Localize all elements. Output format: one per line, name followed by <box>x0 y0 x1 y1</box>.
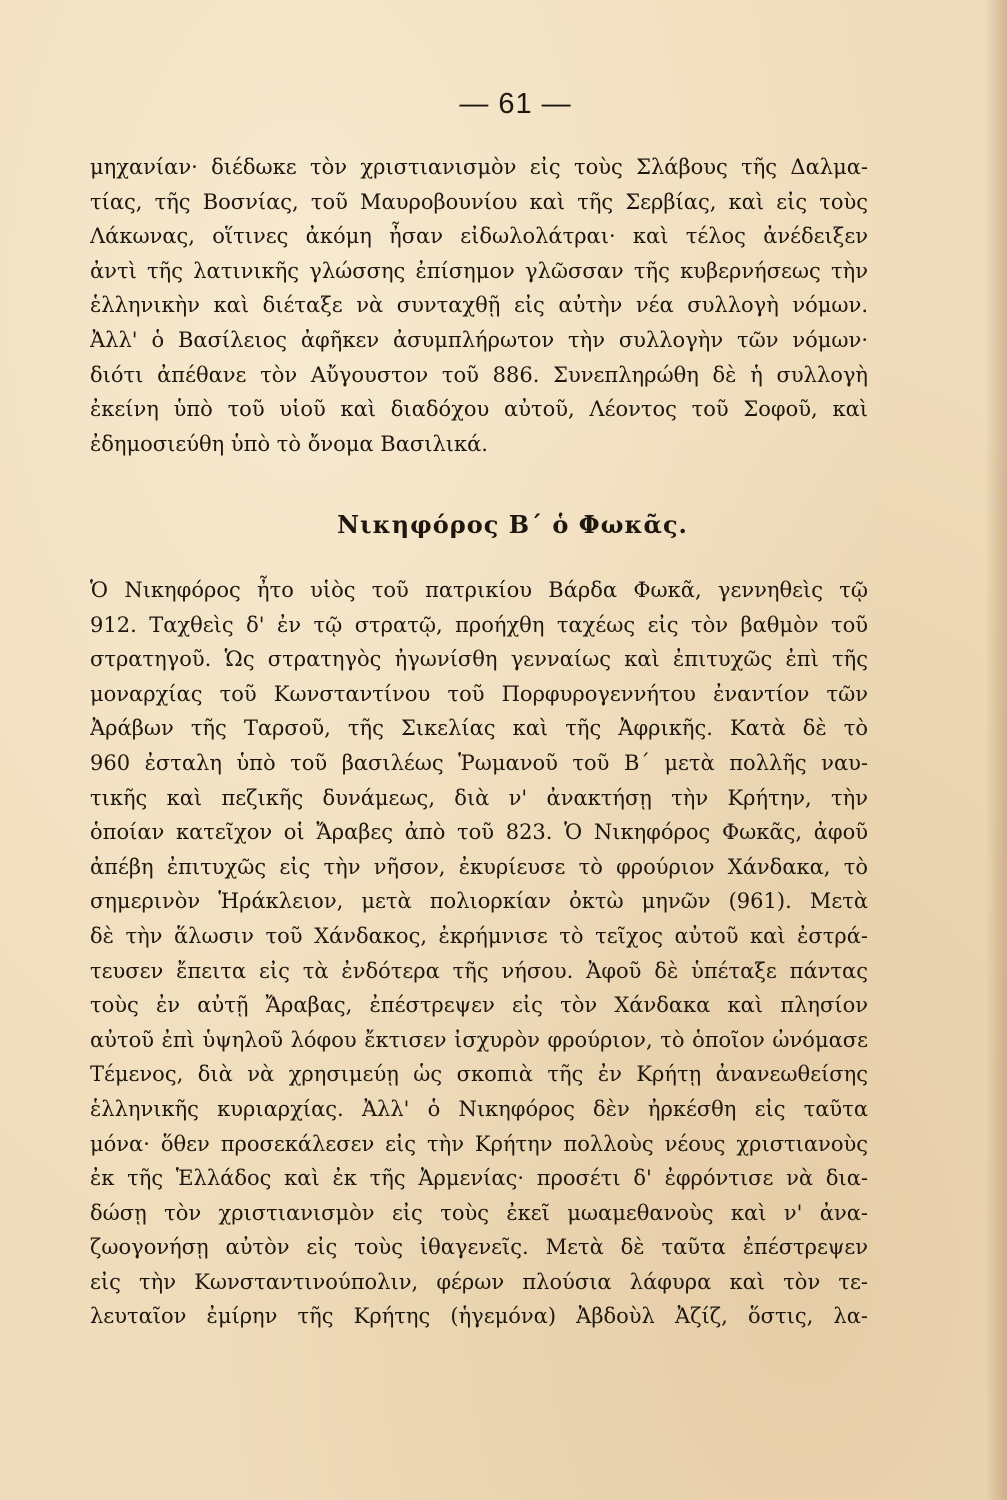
page-edge-shadow <box>985 0 1007 1500</box>
text-line: τοὺς ἐν αὐτῇ Ἄραβας, ἐπέστρεψεν εἰς τὸν Χάνδακα καὶ πλησίον <box>90 993 868 1018</box>
text-line: τευσεν ἔπειτα εἰς τὰ ἐνδότερα τῆς νήσου. Ἀφοῦ δὲ ὑπέταξε πάντας <box>90 958 868 983</box>
text-line: ἀπέβη ἐπιτυχῶς εἰς τὴν νῆσον, ἐκυρίευσε τὸ φρούριον Χάνδακα, τὸ <box>90 854 868 879</box>
text-line: Τέμενος, διὰ νὰ χρησιμεύῃ ὡς σκοπιὰ τῆς ἐν Κρήτῃ ἀνανεωθείσης <box>90 1062 868 1087</box>
text-line: Ὁ Νικηφόρος ἦτο υἱὸς τοῦ πατρικίου Βάρδα Φωκᾶ, γεννηθεὶς τῷ <box>90 578 868 602</box>
text-line: Ἀράβων τῆς Ταρσοῦ, τῆς Σικελίας καὶ τῆς Ἀφρικῆς. Κατὰ δὲ τὸ <box>90 716 868 741</box>
text-line: τικῆς καὶ πεζικῆς δυνάμεως, διὰ ν' ἀνακτήσῃ τὴν Κρήτην, τὴν <box>90 785 868 810</box>
text-line: μόνα· ὅθεν προσεκάλεσεν εἰς τὴν Κρήτην πολλοὺς νέους χριστιανοὺς <box>90 1131 868 1156</box>
text-line: 960 ἐσταλη ὑπὸ τοῦ βασιλέως Ῥωμανοῦ τοῦ Β΄ μετὰ πολλῆς ναυ- <box>90 750 868 775</box>
text-line: εἰς τὴν Κωνσταντινούπολιν, φέρων πλούσια λάφυρα καὶ τὸν τε- <box>90 1269 868 1294</box>
section-heading: Νικηφόρος Β΄ ὁ Φωκᾶς. <box>337 510 688 539</box>
text-line: μηχανίαν· διέδωκε τὸν χριστιανισμὸν εἰς τοὺς Σλάβους τῆς Δαλμα- <box>90 155 868 179</box>
text-line: διότι ἀπέθανε τὸν Αὔγουστον τοῦ 886. Συνεπληρώθη δὲ ἡ συλλογὴ <box>90 362 868 387</box>
text-line: ἑλληνικῆς κυριαρχίας. Ἀλλ' ὁ Νικηφόρος δὲν ἠρκέσθη εἰς ταῦτα <box>90 1096 868 1121</box>
paragraph-nikephoros <box>90 573 868 1334</box>
text-line: στρατηγοῦ. Ὡς στρατηγὸς ἠγωνίσθη γενναίως καὶ ἐπιτυχῶς ἐπὶ τῆς <box>90 647 868 672</box>
text-line: τίας, τῆς Βοσνίας, τοῦ Μαυροβουνίου καὶ τῆς Σερβίας, καὶ εἰς τοὺς <box>90 189 868 214</box>
text-line: ἐκ τῆς Ἑλλάδος καὶ ἐκ τῆς Ἀρμενίας· προσέτι δ' ἐφρόντισε νὰ δια- <box>90 1166 868 1191</box>
paragraph-continuation <box>90 150 868 461</box>
text-line: αὐτοῦ ἐπὶ ὑψηλοῦ λόφου ἔκτισεν ἰσχυρὸν φρούριον, τὸ ὁποῖον ὠνόμασε <box>90 1027 868 1052</box>
text-line: ἑλληνικὴν καὶ διέταξε νὰ συνταχθῇ εἰς αὐτὴν νέα συλλογὴ νόμων. <box>90 293 868 318</box>
text-line: ζωογονήσῃ αὐτὸν εἰς τοὺς ἰθαγενεῖς. Μετὰ δὲ ταῦτα ἐπέστρεψεν <box>90 1235 868 1260</box>
text-line: μοναρχίας τοῦ Κωνσταντίνου τοῦ Πορφυρογεννήτου ἐναντίον τῶν <box>90 681 868 706</box>
page-number: — 61 — <box>459 88 572 120</box>
text-line: λευταῖον ἐμίρην τῆς Κρήτης (ἡγεμόνα) Ἀβδοὺλ Ἀζίζ, ὅστις, λα- <box>90 1304 868 1329</box>
text-line: ἐκείνη ὑπὸ τοῦ υἱοῦ καὶ διαδόχου αὐτοῦ, Λέοντος τοῦ Σοφοῦ, καὶ <box>90 397 868 422</box>
text-line: ἐδημοσιεύθη ὑπὸ τὸ ὄνομα Βασιλικά. <box>90 431 488 456</box>
text-line: ἀντὶ τῆς λατινικῆς γλώσσης ἐπίσημον γλῶσσαν τῆς κυβερνήσεως τὴν <box>90 258 868 283</box>
text-line: Λάκωνας, οἵτινες ἀκόμη ἦσαν εἰδωλολάτραι· καὶ τέλος ἀνέδειξεν <box>90 224 868 249</box>
text-line: σημερινὸν Ἡράκλειον, μετὰ πολιορκίαν ὀκτὼ μηνῶν (961). Μετὰ <box>90 889 868 914</box>
text-line: Ἀλλ' ὁ Βασίλειος ἀφῆκεν ἀσυμπλήρωτον τὴν συλλογὴν τῶν νόμων· <box>90 327 868 352</box>
text-line: δὲ τὴν ἅλωσιν τοῦ Χάνδακος, ἐκρήμνισε τὸ τεῖχος αὐτοῦ καὶ ἐστρά- <box>90 923 868 948</box>
text-line: ὁποίαν κατεῖχον οἱ Ἄραβες ἀπὸ τοῦ 823. Ὁ Νικηφόρος Φωκᾶς, ἀφοῦ <box>90 820 868 845</box>
text-line: δώσῃ τὸν χριστιανισμὸν εἰς τοὺς ἐκεῖ μωαμεθανοὺς καὶ ν' ἀνα- <box>90 1200 868 1225</box>
text-line: 912. Ταχθεὶς δ' ἐν τῷ στρατῷ, προήχθη ταχέως εἰς τὸν βαθμὸν τοῦ <box>90 612 868 637</box>
